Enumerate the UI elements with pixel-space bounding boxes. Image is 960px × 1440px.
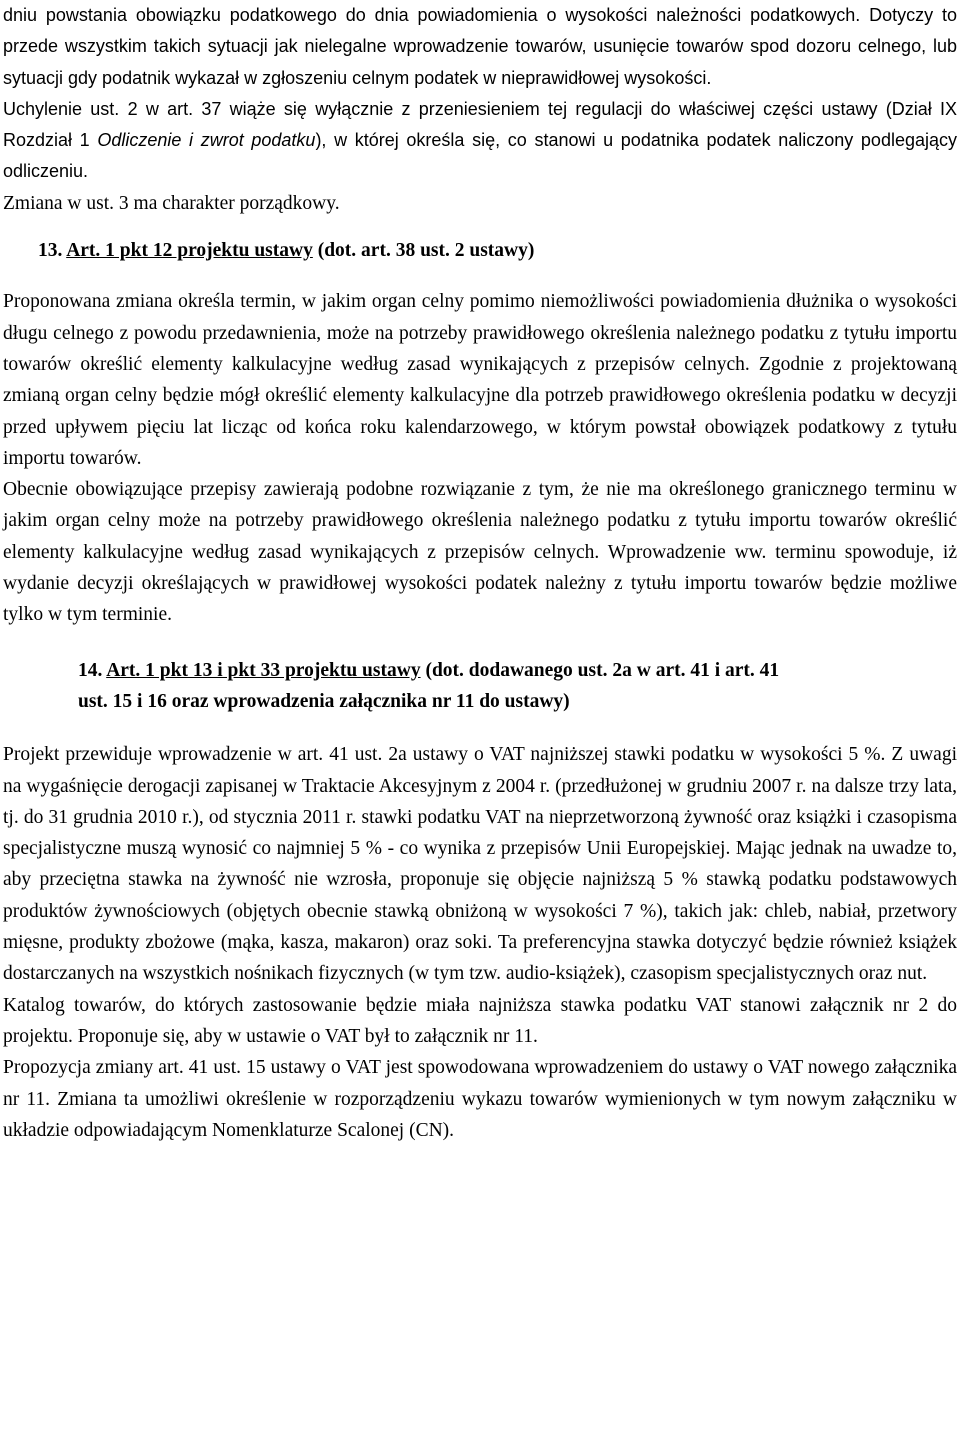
paragraph-tax-obligation: dniu powstania obowiązku podatkowego do dnia powiadomienia o wysokości należności podatkowych. Dotyczy to przede wszystkim takich sytuacji jak nielegalne wprowadzenie towarów, usunięcie towarów spod dozoru celnego, lub sytuacji gdy podatnik wykazał w zgłoszeniu celnym podatek w nieprawidłowej wysokości. (3, 5, 957, 88)
section-14-line-2: ust. 15 i 16 oraz wprowadzenia załącznika nr 11 do ustawy) (78, 690, 570, 712)
paragraph-art41-ust15: Propozycja zmiany art. 41 ust. 15 ustawy o VAT jest spowodowana wprowadzeniem do ustawy o VAT nowego załącznika nr 11. Zmiana ta umożliwi określenie w rozporządzeniu wykazu towarów wymienionych w tym nowym załączniku w układzie odpowiadającym Nomenklaturze Scalonej (CN). (3, 1057, 957, 1141)
paragraph-customs-deadline: Proponowana zmiana określa termin, w jakim organ celny pomimo niemożliwości powiadomienia dłużnika o wysokości długu celnego z powodu przedawnienia, może na potrzeby prawidłowego określenia należnego podatku z tytułu importu towarów określić elementy kalkulacyjne według zasad wynikających z przepisów celnych. Zgodnie z projektowaną zmianą organ celny będzie mógł określić elementy kalkulacyjne dla potrzeb prawidłowego określenia podatku w decyzji przed upływem pięciu lat licząc od końca roku kalendarzowego, w którym powstał obowiązek podatkowy z tytułu importu towarów. (3, 291, 957, 469)
section-13-rest: (dot. art. 38 ust. 2 ustawy) (312, 240, 535, 262)
paragraph-art37-repeal (3, 94, 957, 188)
paragraph-ust3-change: Zmiana w ust. 3 ma charakter porządkowy. (3, 192, 340, 214)
paragraph-current-regulations: Obecnie obowiązujące przepisy zawierają podobne rozwiązanie z tym, że nie ma określonego granicznego terminu w jakim organ celny może na potrzeby prawidłowego określenia należnego podatku z tytułu importu towarów określić elementy kalkulacyjne według zasad wynikających z przepisów celnych. Wprowadzenie ww. terminu spowoduje, iż wydanie decyzji określających w prawidłowej wysokości podatek należny z tytułu importu towarów będzie możliwe tylko w tym terminie. (3, 479, 957, 626)
section-13-link[interactable]: Art. 1 pkt 12 projektu ustawy (66, 240, 313, 262)
art37-text-before: Uchylenie ust. 2 w art. 37 wiąże się wyłącznie z przeniesieniem tej regulacji do właściwej części ustawy (Dział IX Rozdział 1 (3, 98, 957, 151)
section-14-link[interactable]: Art. 1 pkt 13 i pkt 33 projektu ustawy (106, 659, 421, 681)
paragraph-goods-catalog: Katalog towarów, do których zastosowanie będzie miała najniższa stawka podatku VAT stanowi załącznik nr 2 do projektu. Proponuje się, aby w ustawie o VAT był to załącznik nr 11. (3, 994, 957, 1047)
section-14-line-1 (78, 655, 957, 686)
section-heading-14 (3, 655, 957, 718)
art37-text-after: ), w której określa się, co stanowi u podatnika podatek naliczony podlegający odliczeniu. (3, 130, 957, 182)
paragraph-vat-5-percent: Projekt przewiduje wprowadzenie w art. 41 ust. 2a ustawy o VAT najniższej stawki podatku w wysokości 5 %. Z uwagi na wygaśnięcie derogacji zapisanej w Traktacie Akcesyjnym z 2004 r. (przedłużonej w grudniu 2007 r. na dalsze trzy lata, tj. do 31 grudnia 2010 r.), od stycznia 2011 r. stawki podatku VAT na nieprzetworzoną żywność oraz książki i czasopisma specjalistyczne muszą wynosić co najmniej 5 % - co wynika z przepisów Unii Europejskiej. Mając jednak na uwadze to, aby przeciętna stawka na żywność nie wzrosła, proponuje się objęcie najniższą 5 % stawką podatku podstawowych produktów żywnościowych (objętych obecnie stawką obniżoną w wysokości 7 %), takich jak: chleb, nabiał, przetwory mięsne, produkty zbożowe (mąka, kasza, makaron) oraz soki. Ta preferencyjna stawka dotyczyć będzie również książek dostarczanych na wszystkich nośnikach fizycznych (w tym tzw. audio-książek), czasopism specjalistycznych oraz nut. (3, 744, 957, 985)
section-13-number: 13. (38, 240, 67, 262)
section-heading-13 (3, 235, 957, 266)
section-14-number: 14. (78, 659, 107, 681)
section-14-rest: (dot. dodawanego ust. 2a w art. 41 i art. 41 (420, 659, 780, 681)
art37-italic-title: Odliczenie i zwrot podatku (97, 130, 316, 151)
